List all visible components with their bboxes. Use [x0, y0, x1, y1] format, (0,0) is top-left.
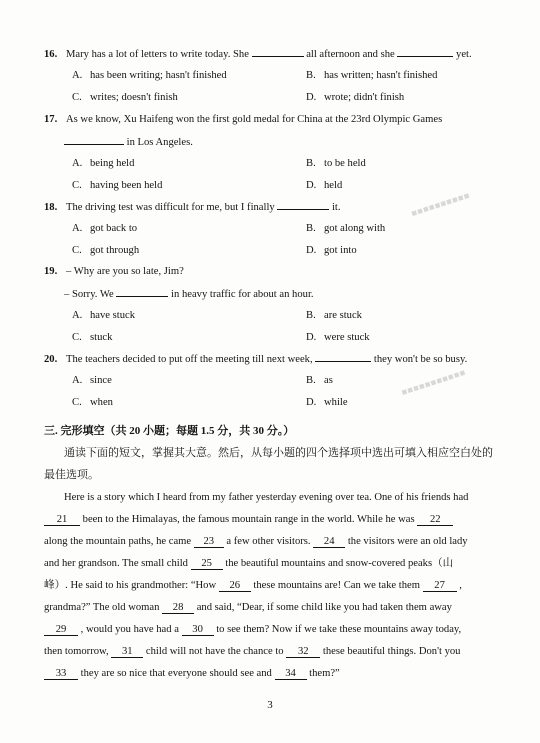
option-d: D. wrote; didn't finish: [306, 92, 405, 103]
passage-line: along the mountain paths, he came 23 a few other visitors. 24 the visitors were an old lady: [44, 536, 468, 547]
cloze-blank: 28: [162, 602, 194, 614]
watermark-mark: ▪▪▪▪▪▪▪▪▪▪: [409, 190, 472, 220]
cloze-blank: 22: [417, 514, 453, 526]
option-c: C. having been held: [72, 180, 163, 191]
passage-line: 峰）. He said to his grandmother: “How 26 these mountains are! Can we take them 27 ,: [44, 580, 462, 591]
option-d: D. got into: [306, 245, 357, 256]
section-instruction-end: 最佳选项。: [44, 469, 99, 481]
option-d: D. were stuck: [306, 332, 370, 343]
option-d: D. while: [306, 397, 348, 408]
passage-line: 21 been to the Himalayas, the famous mountain range in the world. While he was 22: [44, 513, 453, 526]
passage-line: 33 they are so nice that everyone should see and 34 them?”: [44, 667, 340, 680]
watermark-mark: ▪▪▪▪▪▪▪▪▪▪▪: [400, 367, 468, 399]
question-18: 18. The driving test was difficult for me, but I finally it.: [44, 202, 341, 213]
question-number: 17.: [44, 114, 58, 125]
cloze-blank: 23: [194, 536, 224, 548]
passage-line: 29 , would you have had a 30 to see them? Now if we take these mountains away today,: [44, 623, 461, 636]
question-number: 16.: [44, 49, 58, 60]
option-a: A. have stuck: [72, 310, 136, 321]
question-17: 17. As we know, Xu Haifeng won the first gold medal for China at the 23rd Olympic Games: [44, 114, 443, 125]
question-19: 19. – Why are you so late, Jim?: [44, 266, 184, 277]
cloze-blank: 29: [44, 624, 78, 636]
question-19-response: – Sorry. We in heavy traffic for about an hour.: [64, 289, 314, 300]
answer-blank: [116, 287, 168, 297]
cloze-blank: 27: [423, 580, 457, 592]
cloze-blank: 32: [286, 646, 320, 658]
answer-blank: [397, 47, 453, 57]
option-b: B. as: [306, 375, 333, 386]
cloze-blank: 26: [219, 580, 251, 592]
option-a: A. has been writing; hasn't finished: [72, 70, 227, 81]
answer-blank: [64, 135, 124, 145]
passage-line: then tomorrow, 31 child will not have the chance to 32 these beautiful things. Don't you: [44, 646, 461, 657]
cloze-blank: 25: [191, 558, 223, 570]
cloze-blank: 21: [44, 514, 80, 526]
question-number: 18.: [44, 202, 58, 213]
option-c: C. when: [72, 397, 113, 408]
question-16: 16. Mary has a lot of letters to write today. She all afternoon and she yet.: [44, 49, 472, 60]
option-b: B. are stuck: [306, 310, 362, 321]
option-c: C. writes; doesn't finish: [72, 92, 178, 103]
page-number: 3: [267, 699, 273, 711]
cloze-blank: 30: [182, 624, 214, 636]
option-c: C. got through: [72, 245, 140, 256]
option-a: A. since: [72, 375, 112, 386]
option-b: B. has written; hasn't finished: [306, 70, 438, 81]
cloze-blank: 31: [111, 646, 143, 658]
option-c: C. stuck: [72, 332, 113, 343]
question-17-continued: in Los Angeles.: [64, 135, 193, 149]
cloze-blank: 24: [313, 536, 345, 548]
cloze-blank: 33: [44, 668, 78, 680]
passage-line: grandma?” The old woman 28 and said, “Dear, if some child like you had taken them away: [44, 602, 452, 613]
passage-line: Here is a story which I heard from my father yesterday evening over tea. One of his friends had: [64, 492, 469, 503]
option-a: A. being held: [72, 158, 135, 169]
cloze-blank: 34: [275, 668, 307, 680]
question-number: 20.: [44, 354, 58, 365]
answer-blank: [252, 47, 304, 57]
option-d: D. held: [306, 180, 343, 191]
question-20: 20. The teachers decided to put off the meeting till next week, they won't be so busy.: [44, 354, 468, 365]
section-instruction: 通读下面的短文，掌握其大意。然后，从每小题的四个选择项中选出可填入相应空白处的: [64, 447, 493, 459]
answer-blank: [315, 352, 371, 362]
question-number: 19.: [44, 266, 58, 277]
passage-line: and her grandson. The small child 25 the beautiful mountains and snow-covered peaks（山: [44, 558, 454, 569]
answer-blank: [277, 200, 329, 210]
option-b: B. got along with: [306, 223, 386, 234]
option-a: A. got back to: [72, 223, 138, 234]
option-b: B. to be held: [306, 158, 366, 169]
section-heading: 三. 完形填空（共 20 小题；每题 1.5 分，共 30 分。）: [44, 425, 295, 437]
